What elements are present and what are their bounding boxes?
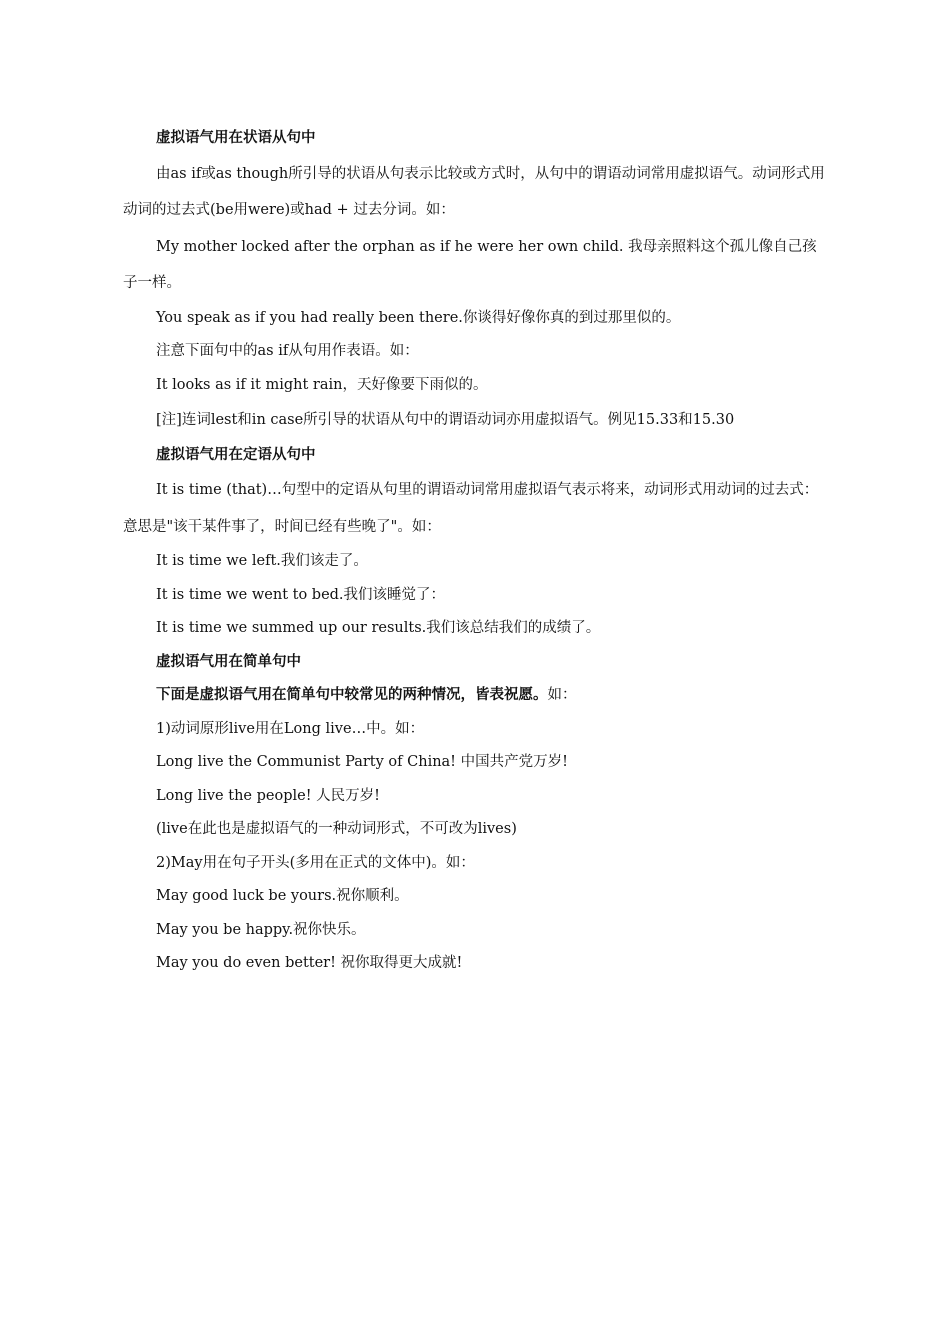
example-sentence: Long live the people! 人民万岁! [156, 787, 380, 804]
example-sentence: Long live the Communist Party of China! 中国共产党万岁! [156, 754, 568, 770]
paragraph-note: [注]连词lest和in case所引导的状语从句中的谓语动词亦用虚拟语气。例见15.33和15.30 [156, 412, 735, 428]
example-sentence: May you do even better! 祝你取得更大成就! [156, 955, 463, 971]
bold-lead-text: 下面是虚拟语气用在简单句中较常见的两种情况，皆表祝愿。 [156, 687, 548, 703]
section-heading-simple-sentence: 虚拟语气用在简单句中 [156, 653, 301, 670]
example-sentence: May you be happy.祝你快乐。 [156, 921, 366, 938]
list-item: 1)动词原形live用在Long live…中。如： [156, 720, 425, 737]
example-sentence: It is time we went to bed.我们该睡觉了： [156, 586, 446, 603]
section-heading-adverbial: 虚拟语气用在状语从句中 [156, 130, 316, 146]
example-sentence: It looks as if it might rain，天好像要下雨似的。 [156, 376, 488, 393]
section-heading-attributive: 虚拟语气用在定语从句中 [156, 446, 316, 463]
example-sentence: It is time we summed up our results.我们该总结我们的成绩了。 [156, 620, 601, 636]
example-sentence: It is time we left.我们该走了。 [156, 553, 368, 569]
paragraph-predicative-note: 注意下面句中的as if从句用作表语。如： [156, 343, 419, 359]
example-sentence: My mother locked after the orphan as if he were her own child. 我母亲照料这个孤儿像自己孩子一样。 [123, 238, 817, 291]
example-sentence: You speak as if you had really been there.你谈得好像你真的到过那里似的。 [156, 309, 681, 326]
lead-rest-text: 如： [547, 687, 577, 703]
example-sentence: May good luck be yours.祝你顺利。 [156, 888, 409, 904]
paragraph-adverbial-intro: 由as if或as though所引导的状语从句表示比较或方式时，从句中的谓语动词常用虚拟语气。动词形式用动词的过去式(be用were)或had + 过去分词。如： [123, 165, 825, 218]
list-item: 2)May用在句子开头(多用在正式的文体中)。如： [156, 854, 475, 871]
paragraph-attributive-intro: It is time (that)…句型中的定语从句里的谓语动词常用虚拟语气表示将来，动词形式用动词的过去式：意思是"该干某件事了，时间已经有些晚了"。如： [123, 482, 819, 535]
document-body [123, 122, 828, 981]
paragraph-simple-intro [123, 679, 828, 713]
example-sentence: (live在此也是虚拟语气的一种动词形式，不可改为lives) [156, 821, 517, 837]
